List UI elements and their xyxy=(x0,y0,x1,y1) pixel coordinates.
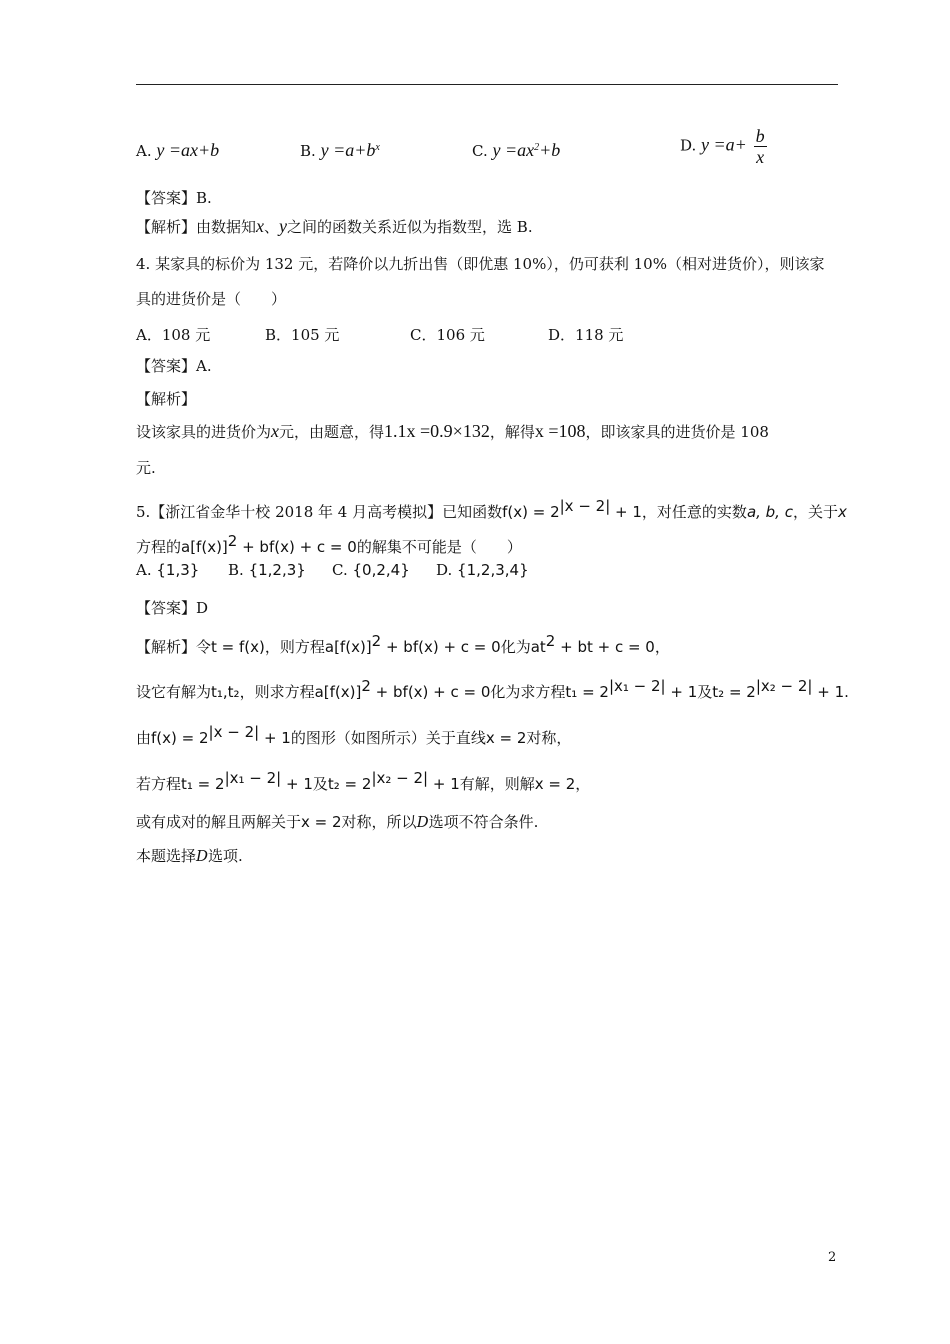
q5-option-c: C. {0,2,4} xyxy=(332,561,410,579)
q3-option-b: B. $y =a+b^x$ xyxy=(300,140,380,160)
q5-option-b: B. {1,2,3} xyxy=(228,561,306,579)
q5-answer: 【答案】D xyxy=(136,599,209,617)
q4-option-c: C．106 元 xyxy=(410,326,485,344)
q5-stem-line1: 5.【浙江省金华十校 2018 年 4 月高考模拟】已知函数$f(x) = 2^{|x - 2|} + 1$，对任意的实数a, b, c，关于x xyxy=(136,497,847,521)
q5-analysis-line1: 【解析】令t = f(x)，则方程$a[f(x)]^2 + bf(x) + c = 0$化为$at^2$ + bt + c = 0， xyxy=(136,632,670,656)
q4-stem-line1: 4. 某家具的标价为 132 元，若降价以九折出售（即优惠 10%），仍可获利 10%（相对进货价），则该家 xyxy=(136,255,825,273)
q3-option-c: C. $y =ax^2+b$ xyxy=(472,140,561,160)
q5-analysis-line6: 本题选择D选项. xyxy=(136,847,243,865)
q4-answer: 【答案】A. xyxy=(136,357,212,375)
q4-option-a: A．108 元 xyxy=(136,326,211,344)
header-rule xyxy=(136,84,838,85)
q4-solution-line2: 元. xyxy=(136,459,156,477)
q4-solution-line1: 设该家具的进货价为x元，由题意，得1.1x =0.9×132，解得x =108，即该家具的进货价是 108 xyxy=(136,421,769,441)
q3-answer: 【答案】B. xyxy=(136,189,212,207)
q4-option-b: B．105 元 xyxy=(265,326,340,344)
q3-analysis: 【解析】由数据知x、y之间的函数关系近似为指数型，选 B. xyxy=(136,216,533,236)
q5-analysis-line5: 或有成对的解且两解关于x = 2对称，所以D选项不符合条件. xyxy=(136,813,539,831)
q3-option-d: D. y =a+ $\frac{b}{x}$ xyxy=(680,126,765,167)
q5-analysis-line2: 设它有解为t₁,t₂，则求方程$a[f(x)]^2 + bf(x) + c = 0$化为求方程$t_1 = 2^{|x_1 - 2|} + 1$及$t_2 = 2^{|x_2 - 2|} + 1$. xyxy=(136,677,849,701)
q5-analysis-line4: 若方程$t_1 = 2^{|x_1 - 2|} + 1$及$t_2 = 2^{|x_2 - 2|} + 1$有解，则解x = 2， xyxy=(136,769,591,793)
q5-stem-line2: 方程的$a[f(x)]^2 + bf(x) + c = 0$的解集不可能是（ ） xyxy=(136,532,522,556)
q4-option-d: D．118 元 xyxy=(548,326,624,344)
q5-option-d: D. {1,2,3,4} xyxy=(436,561,529,579)
q5-analysis-line3: 由$f(x) = 2^{|x - 2|} + 1$的图形（如图所示）关于直线x = 2对称， xyxy=(136,723,572,747)
q3-option-a: A. y =ax+b xyxy=(136,140,220,160)
page-number: 2 xyxy=(828,1250,837,1265)
fraction-b-over-x: $\frac{b}{x}$ xyxy=(755,126,765,167)
q4-stem-line2: 具的进货价是（ ） xyxy=(136,290,287,308)
q4-analysis-head: 【解析】 xyxy=(136,390,197,408)
q5-option-a: A. {1,3} xyxy=(136,561,200,579)
